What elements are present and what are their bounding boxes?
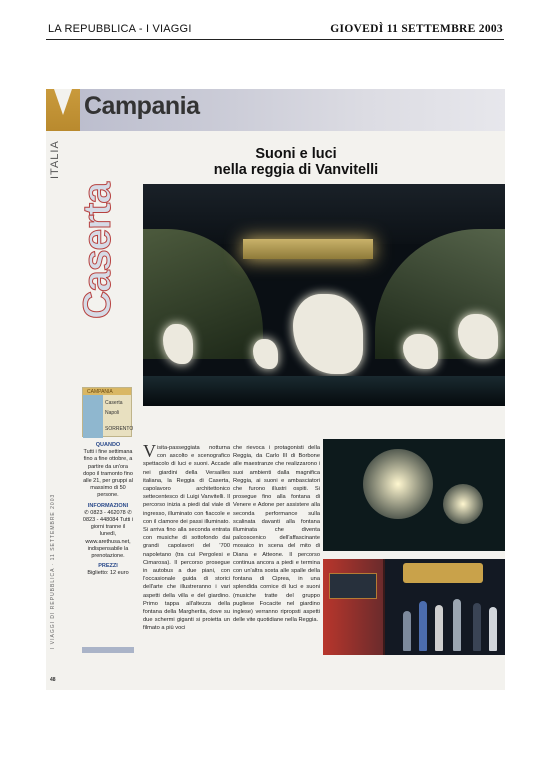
map-sea bbox=[83, 388, 103, 438]
map-label-napoli: Napoli bbox=[105, 410, 120, 416]
region-map bbox=[82, 387, 132, 437]
publication-title: LA REPUBBLICA - I VIAGGI bbox=[48, 23, 192, 35]
article-title bbox=[146, 146, 446, 178]
magazine-page bbox=[46, 89, 505, 690]
map-label-caserta: Caserta bbox=[105, 400, 123, 406]
visitor bbox=[435, 605, 443, 651]
page-number: 48 bbox=[50, 677, 56, 683]
photo-palace bbox=[243, 239, 373, 259]
issue-date: GIOVEDÌ 11 SETTEMBRE 2003 bbox=[330, 23, 503, 35]
visitor bbox=[473, 603, 481, 651]
header-rule bbox=[46, 39, 504, 40]
reggia-night-photo bbox=[143, 184, 505, 406]
photo-statue-right bbox=[403, 334, 438, 369]
title-line-1: Suoni e luci bbox=[255, 146, 337, 162]
column-1-text: isita-passeggiata notturna con ascolto e scenografico spettacolo di luci e suoni. Accade nei giardini della Versailles italiana, la Reggia di Caserta, capolavoro architettonico settecentesco di Luigi Vanvitelli. Il percorso inizia a piedi dal viale di ingresso, illuminato con fiaccole e con il clamore dei passi illuminato. Si arriva fino alla seconda entrata con musiche di sottofondo dai grandi capolavori del '700 napoletano (tra cui Pergolesi e Cimarosa). Il percorso prosegue in autobus a due piani, con l'occasionale guida di storici dell'arte che illustreranno i vari aspetti della villa e del giardino. Primo tappa all'altezza della fontana della Margherita, dove su due schermi giganti si proietta un filmato a più voci bbox=[143, 445, 230, 632]
info-text: ✆ 0823 - 462078 ✆ 0823 - 448084 Tutti i giorni tranne il lunedì, www.arethusa.net, indispensabile la prenotazione. bbox=[82, 509, 134, 560]
visitor bbox=[453, 599, 461, 651]
prezzi-label: PREZZI bbox=[98, 563, 118, 570]
drop-cap: V bbox=[143, 441, 156, 461]
country-label: ITALIA bbox=[49, 140, 61, 179]
map-label-sorrento: SORRENTO bbox=[105, 426, 134, 432]
bus-visitors-photo bbox=[323, 559, 505, 655]
prezzi-text: Biglietto: 12 euro bbox=[87, 570, 129, 577]
palace-lights bbox=[403, 563, 483, 583]
city-vertical-title: Caserta bbox=[76, 182, 119, 319]
photo-statue-group bbox=[293, 294, 363, 374]
fountain-photo bbox=[323, 439, 505, 551]
sidebar-bottom-bar bbox=[82, 647, 134, 653]
article-column-2: che rievoca i protagonisti della Reggia, da Carlo III di Borbone alle maestranze che realizzarono i suoi ambienti dalla magnifica Reggia, ai suoni e ambasciatori che furono illustri ospiti. Si prosegue fino alla fontana di Venere e Adone per assistere alla seconda performance sulla scalinata davanti alla fontana illuminata che diventa palcoscenico dell'affascinante mosaico in scena del mito di Diana e Atteone. Il percorso continua ancora a piedi e termina con un'altra sosta alle spalle della fontana di Ciprea, in una splendida cornice di luci e suoni (musiche tratte del gruppo pugliese Focacite nel giardino inglese) verranno ripropsti aspetti delle vite quotidiane nella Reggia. bbox=[233, 445, 320, 624]
visitor bbox=[419, 601, 427, 651]
viaggi-logo-mark bbox=[46, 89, 80, 131]
fountain-light bbox=[363, 449, 433, 519]
quando-text: Tutti i fine settimana fino a fine ottobre, a partire da un'ora dopo il tramonto fino alle 21, per gruppi al massimo di 50 persone. bbox=[83, 449, 133, 499]
visitor bbox=[403, 611, 411, 651]
title-line-2: nella reggia di Vanvitelli bbox=[213, 162, 379, 178]
photo-water bbox=[143, 376, 505, 406]
vertical-footer-text: I VIAGGI DI REPUBBLICA · 11 SETTEMBRE 2003 bbox=[50, 493, 56, 649]
quando-label: QUANDO bbox=[95, 442, 121, 448]
region-banner bbox=[46, 89, 505, 131]
photo-bus bbox=[323, 559, 385, 655]
info-label: INFORMAZIONI bbox=[87, 502, 129, 509]
photo-statue-mid bbox=[253, 339, 278, 369]
map-title: CAMPANIA bbox=[87, 389, 113, 395]
visitor bbox=[489, 607, 497, 651]
bus-window bbox=[329, 573, 377, 599]
fountain-light-right bbox=[443, 484, 483, 524]
info-sidebar bbox=[82, 439, 134, 578]
article-column-1 bbox=[143, 441, 230, 633]
region-title: Campania bbox=[84, 92, 200, 120]
